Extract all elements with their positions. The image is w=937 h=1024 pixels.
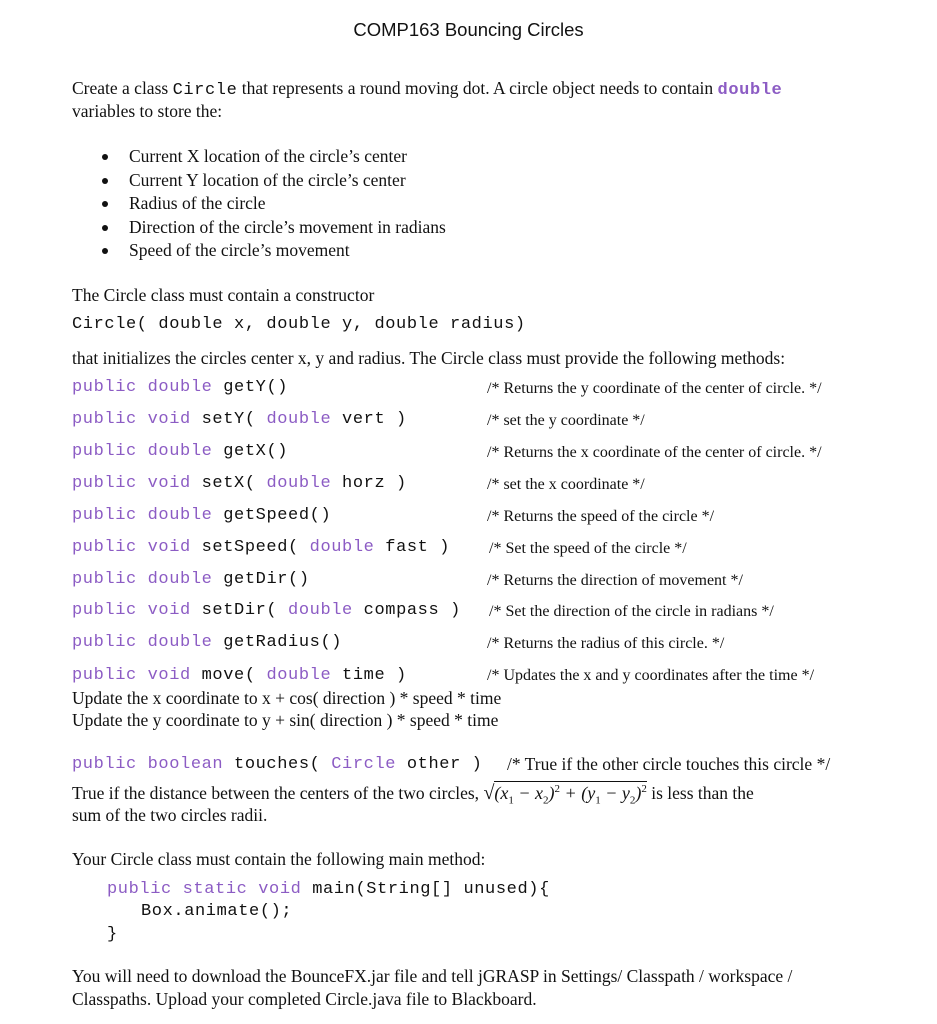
distance-formula: $√(x_1 - x_2)^2 + (y_1 - y_2)^2$ — [483, 782, 647, 807]
method-comment: /* set the y coordinate */ — [487, 412, 645, 429]
param-rest: compass ) — [352, 601, 461, 620]
method-kw: public double — [72, 633, 224, 652]
intro-line-2: variables to store the: — [72, 101, 223, 121]
method-comment: /* Set the direction of the circle in radians */ — [489, 603, 774, 620]
method-name: move( — [201, 666, 267, 685]
method-setspeed — [72, 538, 450, 557]
main-sig: main(String[] unused){ — [312, 880, 550, 899]
main-close: } — [107, 925, 118, 944]
method-sety — [72, 410, 407, 429]
param-rest: other ) — [396, 755, 483, 774]
method-kw: public void — [72, 666, 202, 685]
method-comment: /* Returns the speed of the circle */ — [487, 508, 715, 525]
method-name: getX() — [223, 442, 289, 461]
method-kw: public void — [72, 474, 202, 493]
param-rest: horz ) — [331, 474, 407, 493]
param-type: double — [288, 601, 353, 620]
method-setx — [72, 474, 407, 493]
bullet-dot — [102, 225, 108, 231]
method-kw: public double — [72, 506, 224, 525]
method-kw: public void — [72, 410, 202, 429]
method-comment: /* Updates the x and y coordinates after the time */ — [487, 667, 815, 684]
bullet-dot — [102, 178, 108, 184]
constructor-signature: Circle( double x, double y, double radius) — [72, 315, 526, 334]
method-kw: public double — [72, 378, 224, 397]
method-move — [72, 666, 407, 685]
bullet-dot — [102, 154, 108, 160]
method-touches — [72, 755, 482, 774]
intro-code-circle: Circle — [172, 81, 238, 100]
footer-line-2: Classpaths. Upload your completed Circle.java file to Blackboard. — [72, 989, 537, 1009]
list-item: Direction of the circle’s movement in radians — [129, 217, 446, 237]
method-getx — [72, 442, 288, 461]
param-type: Circle — [331, 755, 397, 774]
method-name: setDir( — [201, 601, 289, 620]
param-rest: time ) — [331, 666, 407, 685]
param-type: double — [266, 666, 332, 685]
method-comment: /* Set the speed of the circle */ — [489, 540, 687, 557]
touches-desc-pre: True if the distance between the centers of the two circles, — [72, 783, 484, 803]
footer-line-1: You will need to download the BounceFX.jar file and tell jGRASP in Settings/ Classpath / workspace / — [72, 966, 793, 986]
list-item: Current Y location of the circle’s center — [129, 170, 406, 190]
page-title: COMP163 Bouncing Circles — [353, 19, 584, 40]
method-name: getDir() — [223, 570, 310, 589]
touches-comment: /* True if the other circle touches this circle */ — [507, 754, 831, 774]
move-update-x: Update the x coordinate to x + cos( direction ) * speed * time — [72, 688, 502, 708]
methods-intro: that initializes the circles center x, y and radius. The Circle class must provide the following methods: — [72, 348, 786, 368]
touches-desc-line2: sum of the two circles radii. — [72, 805, 268, 825]
method-name: setSpeed( — [201, 538, 310, 557]
method-name: setX( — [201, 474, 267, 493]
param-rest: vert ) — [331, 410, 407, 429]
method-comment: /* Returns the x coordinate of the center of circle. */ — [487, 444, 822, 461]
bullet-dot — [102, 201, 108, 207]
method-kw: public void — [72, 538, 202, 557]
list-item: Current X location of the circle’s center — [129, 146, 407, 166]
touches-description — [72, 782, 754, 807]
param-type: double — [309, 538, 375, 557]
method-setdir — [72, 601, 461, 620]
method-comment: /* Returns the y coordinate of the center of circle. */ — [487, 380, 822, 397]
method-name: getSpeed() — [223, 506, 332, 525]
touches-desc-post: is less than the — [646, 783, 754, 803]
param-type: double — [266, 474, 332, 493]
intro-line-1 — [72, 78, 782, 100]
method-name: setY( — [201, 410, 267, 429]
method-kw: public double — [72, 442, 224, 461]
intro-text-a: Create a class — [72, 78, 173, 98]
bullet-dot — [102, 248, 108, 254]
method-kw: public boolean — [72, 755, 235, 774]
method-comment: /* set the x coordinate */ — [487, 476, 645, 493]
method-getspeed — [72, 506, 331, 525]
method-comment: /* Returns the direction of movement */ — [487, 572, 743, 589]
method-comment: /* Returns the radius of this circle. */ — [487, 635, 725, 652]
method-name: touches( — [234, 755, 332, 774]
param-type: double — [266, 410, 332, 429]
method-gety — [72, 378, 288, 397]
main-kw: public static void — [107, 880, 313, 899]
list-item: Speed of the circle’s movement — [129, 240, 350, 260]
method-getradius — [72, 633, 342, 652]
list-item: Radius of the circle — [129, 193, 266, 213]
main-intro: Your Circle class must contain the following main method: — [72, 849, 486, 869]
main-signature — [107, 880, 550, 899]
param-rest: fast ) — [374, 538, 451, 557]
move-update-y: Update the y coordinate to y + sin( direction ) * speed * time — [72, 710, 499, 730]
main-body: Box.animate(); — [141, 902, 293, 921]
method-kw: public double — [72, 570, 224, 589]
method-name: getY() — [223, 378, 289, 397]
intro-text-b: that represents a round moving dot. A circle object needs to contain — [237, 78, 718, 98]
method-kw: public void — [72, 601, 202, 620]
method-name: getRadius() — [223, 633, 343, 652]
constructor-intro: The Circle class must contain a constructor — [72, 285, 375, 305]
method-getdir — [72, 570, 310, 589]
intro-code-double: double — [717, 81, 783, 100]
